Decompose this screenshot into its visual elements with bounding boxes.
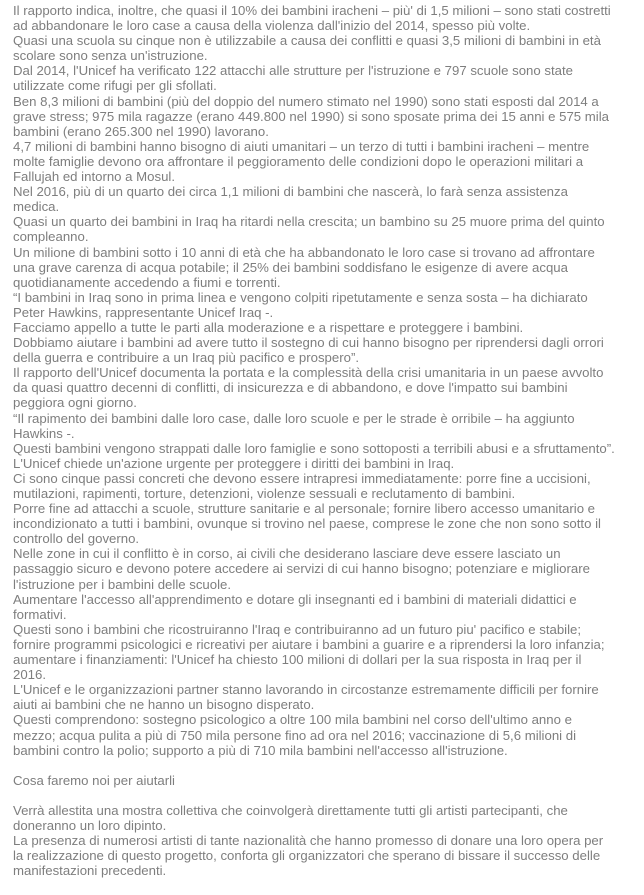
- paragraph: Verrà allestita una mostra collettiva che coinvolgerà direttamente tutti gli artisti partecipanti, che doneranno un loro dipinto.: [13, 802, 568, 834]
- paragraph: Ci sono cinque passi concreti che devono essere intrapresi immediatamente: porre fine a uccisioni, mutilazioni, rapimenti, torture, detenzioni, violenze sessuali e reclutamento di bambini.: [13, 470, 591, 501]
- paragraph: Questi sono i bambini che ricostruiranno l'Iraq e contribuiranno ad un futuro piu' pacifico e stabile; fornire programmi psicologici e ricreativi per aiutare i bambini a guarire e a riprendersi la loro infanzia; aumentare i finanziamenti: l'Unicef ha chiesto 100 milioni di dollari per la sua risposta in Iraq per il 2016.: [13, 621, 605, 683]
- paragraph: Ben 8,3 milioni di bambini (più del doppio del numero stimato nel 1990) sono stati esposti dal 2014 a grave stress; 975 mila ragazze (erano 449.800 nel 1990) si sono sposate prima dei 15 anni e 575 mila bambini (erano 265.300 nel 1990) lavorano.: [13, 93, 609, 139]
- paragraph: “I bambini in Iraq sono in prima linea e vengono colpiti ripetutamente e senza sosta – ha dichiarato Peter Hawkins, rappresentante Unicef Iraq -.: [13, 289, 588, 320]
- paragraph: Dobbiamo aiutare i bambini ad avere tutto il sostegno di cui hanno bisogno per riprendersi dagli orrori della guerra e contribuire a un Iraq più pacifico e prospero”.: [13, 335, 604, 366]
- paragraph: L'Unicef e le organizzazioni partner stanno lavorando in circostanze estremamente difficili per fornire aiuti ai bambini che ne hanno un bisogno disperato.: [13, 682, 599, 713]
- paragraph: Questi bambini vengono strappati dalle loro famiglie e sono sottoposti a terribili abusi e a sfruttamento”.: [13, 440, 615, 456]
- paragraph: Il rapporto indica, inoltre, che quasi il 10% dei bambini iracheni – più' di 1,5 milioni – sono stati costretti ad abbandonare le loro case a causa della violenza dall'inizio del 2014, spesso più volte.: [13, 3, 611, 34]
- section-heading: Cosa faremo noi per aiutarli: [13, 772, 175, 788]
- paragraph: Un milione di bambini sotto i 10 anni di età che ha abbandonato le loro case si trovano ad affrontare una grave carenza di acqua potabile; il 25% dei bambini soddisfano le esigenze di avere acqua quotidianamente accedendo a fiumi e torrenti.: [13, 244, 595, 290]
- paragraph: Nelle zone in cui il conflitto è in corso, ai civili che desiderano lasciare deve essere lasciato un passaggio sicuro e devono potere accedere ai servizi di cui hanno bisogno; potenziare e migliorare l'istruzione per i bambini delle scuole.: [13, 546, 590, 592]
- paragraph: Dal 2014, l'Unicef ha verificato 122 attacchi alle strutture per l'istruzione e 797 scuole sono state utilizzate come rifugi per gli sfollati.: [13, 63, 573, 94]
- paragraph: Quasi un quarto dei bambini in Iraq ha ritardi nella crescita; un bambino su 25 muore prima del quinto compleanno.: [13, 214, 605, 245]
- paragraph: Porre fine ad attacchi a scuole, strutture sanitarie e al personale; fornire libero accesso umanitario e incondizionato a tutti i bambini, ovunque si trovino nel paese, comprese le zone che non sono sotto il controllo del governo.: [13, 501, 601, 547]
- paragraph: Facciamo appello a tutte le parti alla moderazione e a rispettare e proteggere i bambini.: [13, 319, 524, 335]
- paragraph: L'Unicef chiede un'azione urgente per proteggere i diritti dei bambini in Iraq.: [13, 455, 455, 471]
- paragraph: Il rapporto dell'Unicef documenta la portata e la complessità della crisi umanitaria in un paese avvolto da quasi quattro decenni di conflitti, di insicurezza e di abbandono, e dove l'impatto sui bambini peggiora ogni giorno.: [13, 365, 604, 411]
- paragraph: Aumentare l'accesso all'apprendimento e dotare gli insegnanti ed i bambini di materiali didattici e formativi.: [13, 591, 577, 622]
- paragraph: 4,7 milioni di bambini hanno bisogno di aiuti umanitari – un terzo di tutti i bambini iracheni – mentre molte famiglie devono ora affrontare il peggioramento delle condizioni dopo le operazioni militari a Fallujah ed intorno a Mosul.: [13, 138, 590, 185]
- paragraph: Quasi una scuola su cinque non è utilizzabile a causa dei conflitti e quasi 3,5 milioni di bambini in età scolare sono senza un'istruzione.: [13, 33, 601, 64]
- paragraph: “Il rapimento dei bambini dalle loro case, dalle loro scuole e per le strade è orribile – ha aggiunto Hawkins -.: [13, 410, 575, 441]
- paragraph: Questi comprendono: sostegno psicologico a oltre 100 mila bambini nel corso dell'ultimo anno e mezzo; acqua pulita a più di 750 mila persone fino ad ora nel 2016; vaccinazione di 5,6 milioni di bambini contro la polio; supporto a più di 710 mila bambini nell'accesso all'istruzione.: [13, 712, 577, 758]
- paragraph: La presenza di numerosi artisti di tante nazionalità che hanno promesso di donare una loro opera per la realizzazione di questo progetto, conforta gli organizzatori che sperano di bissare il successo delle manifestazioni precedenti.: [13, 833, 604, 879]
- paragraph: Nel 2016, più di un quarto dei circa 1,1 milioni di bambini che nascerà, lo farà senza assistenza medica.: [13, 184, 568, 215]
